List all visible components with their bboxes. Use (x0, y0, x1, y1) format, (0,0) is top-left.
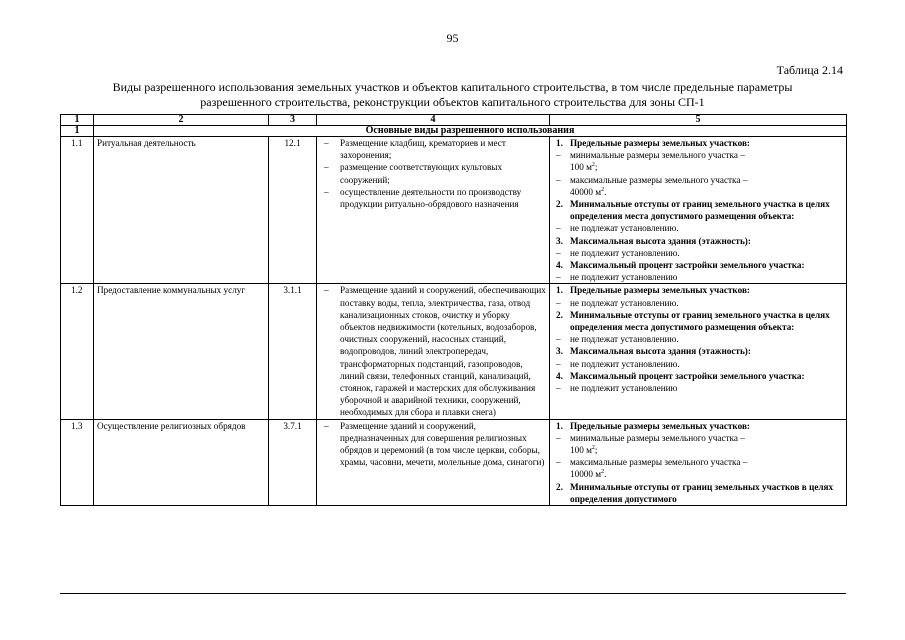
use-name: Ритуальная деятельность (94, 137, 269, 284)
table-row (61, 419, 847, 505)
dash-mark: – (556, 383, 561, 394)
superscript: 2 (591, 445, 595, 452)
table-row (61, 284, 847, 419)
parameter-number: 2. (556, 309, 563, 320)
section-row (61, 126, 847, 137)
parameter-number: 3. (556, 346, 563, 357)
parameter-value: – не подлежит установлению (556, 272, 678, 283)
dash-mark: – (556, 334, 561, 345)
superscript: 2 (601, 186, 605, 193)
use-name: Осуществление религиозных обрядов (94, 419, 269, 505)
parameter-number: 2. (556, 481, 563, 492)
description-item: – размещение соответствующих культовых сооружений; (324, 162, 503, 185)
parameter-number: 4. (556, 260, 563, 271)
description-list (320, 284, 546, 418)
superscript: 2 (591, 162, 595, 169)
table-title: Виды разрешенного использования земельных участков и объектов капитального строительства, в том числе предельные параметры разрешенного строительства, реконструкции объектов капитального строительства для зоны СП-1 (112, 80, 793, 109)
dash-mark: – (324, 186, 329, 197)
parameter-value: – не подлежат установлению. (556, 297, 679, 308)
table-row (61, 137, 847, 284)
parameter-number: 3. (556, 235, 563, 246)
parameter-value: – минимальные размеры земельного участка – (556, 150, 745, 161)
use-parameters (550, 419, 847, 505)
section-label: Основные виды разрешенного использования (94, 126, 847, 137)
dash-mark: – (556, 223, 561, 234)
footer-rule (60, 593, 846, 594)
dash-mark: – (324, 162, 329, 173)
parameter-heading: 1. Предельные размеры земельных участков: (556, 420, 750, 431)
description-list (320, 420, 546, 469)
description-item: – Размещение зданий и сооружений, предназначенных для совершения религиозных обрядов и церемоний (в том числе церкви, соборы, храмы, часовни, мечети, молельные дома, синагоги) (324, 420, 545, 468)
description-item: – Размещение зданий и сооружений, обеспечивающих поставку воды, тепла, электричества, газа, отвод канализационных стоков, очистку и уборку объектов недвижимости (котельных, водозаборов, очистных сооружений, насосных станций, водопроводов, линий электропередач, трансформаторных подстанций, газопроводов, линий связи, телефонных станций, канализаций, стоянок, гаражей и мастерских для обслуживания уборочной и аварийной техники, сооружений, необходимых для сбора и плавки снега) (324, 285, 546, 418)
parameter-value: – максимальные размеры земельного участка – (556, 457, 748, 468)
header-col-1: 1 (61, 115, 94, 126)
parameter-heading: 2. Минимальные отступы от границ земельного участка в целях определения места допустимого размещения объекта: (556, 199, 830, 222)
parameter-area: 100 $м^2$; (570, 162, 598, 173)
use-name: Предоставление коммунальных услуг (94, 284, 269, 419)
header-col-3: 3 (269, 115, 317, 126)
parameter-value: – минимальные размеры земельного участка – (556, 432, 745, 443)
parameters-list (553, 420, 843, 505)
parameter-heading: 2. Минимальные отступы от границ земельного участка в целях определения места допустимого размещения объекта: (556, 309, 830, 333)
description-list (320, 137, 546, 210)
parameter-value: – не подлежит установлению. (556, 247, 680, 258)
dash-mark: – (324, 420, 329, 431)
parameter-heading: 2. Минимальные отступы от границ земельных участков в целях определения допустимого (556, 481, 834, 504)
use-code: 3.1.1 (269, 284, 317, 419)
dash-mark: – (556, 174, 561, 185)
parameter-value: – не подлежат установлению. (556, 334, 679, 345)
use-parameters (550, 137, 847, 284)
use-description (317, 419, 550, 505)
use-parameters (550, 284, 847, 419)
header-col-4: 4 (317, 115, 550, 126)
dash-mark: – (324, 138, 329, 148)
parameter-area: 40000 $м^2$. (570, 186, 607, 197)
use-description (317, 137, 550, 284)
parameter-heading: 1. Предельные размеры земельных участков: (556, 138, 750, 148)
page-number: 95 (446, 31, 459, 45)
parameter-number: 1. (556, 285, 563, 296)
use-code: 12.1 (269, 137, 317, 284)
zoning-table (60, 114, 847, 506)
parameter-area: 10000 $м^2$. (570, 469, 607, 480)
parameter-area: 100 $м^2$; (570, 445, 598, 456)
parameters-list (553, 137, 843, 283)
description-item: – Размещение кладбищ, крематориев и мест захоронения; (324, 138, 506, 161)
parameter-value: – не подлежат установлению. (556, 223, 679, 234)
row-number: 1.3 (61, 419, 94, 505)
parameter-value: – не подлежит установлению. (556, 358, 680, 369)
dash-mark: – (556, 247, 561, 258)
parameter-heading: 4. Максимальный процент застройки земельного участка: (556, 370, 805, 381)
section-number: 1 (61, 126, 94, 137)
parameter-heading: 4. Максимальный процент застройки земельного участка: (556, 260, 805, 271)
parameter-number: 1. (556, 420, 563, 431)
parameter-heading: 1. Предельные размеры земельных участков: (556, 285, 750, 296)
row-number: 1.1 (61, 137, 94, 284)
parameter-number: 4. (556, 370, 563, 381)
parameter-value: – максимальные размеры земельного участка – (556, 174, 748, 185)
dash-mark: – (324, 285, 329, 296)
row-number: 1.2 (61, 284, 94, 419)
dash-mark: – (556, 432, 561, 443)
description-item: – осуществление деятельности по производству продукции ритуально-обрядового назначения (324, 186, 522, 210)
parameter-heading: 3. Максимальная высота здания (этажность): (556, 346, 751, 357)
superscript: 2 (601, 469, 605, 476)
dash-mark: – (556, 150, 561, 161)
header-col-5: 5 (550, 115, 847, 126)
header-col-2: 2 (94, 115, 269, 126)
table-label: Таблица 2.14 (776, 63, 843, 77)
parameter-heading: 3. Максимальная высота здания (этажность): (556, 235, 751, 246)
dash-mark: – (556, 457, 561, 468)
table-header-row (61, 115, 847, 126)
parameters-list (553, 284, 843, 394)
use-description (317, 284, 550, 419)
parameter-number: 2. (556, 199, 563, 210)
use-code: 3.7.1 (269, 419, 317, 505)
parameter-value: – не подлежит установлению (556, 383, 678, 394)
parameter-number: 1. (556, 138, 563, 148)
dash-mark: – (556, 272, 561, 283)
dash-mark: – (556, 297, 561, 308)
dash-mark: – (556, 358, 561, 369)
